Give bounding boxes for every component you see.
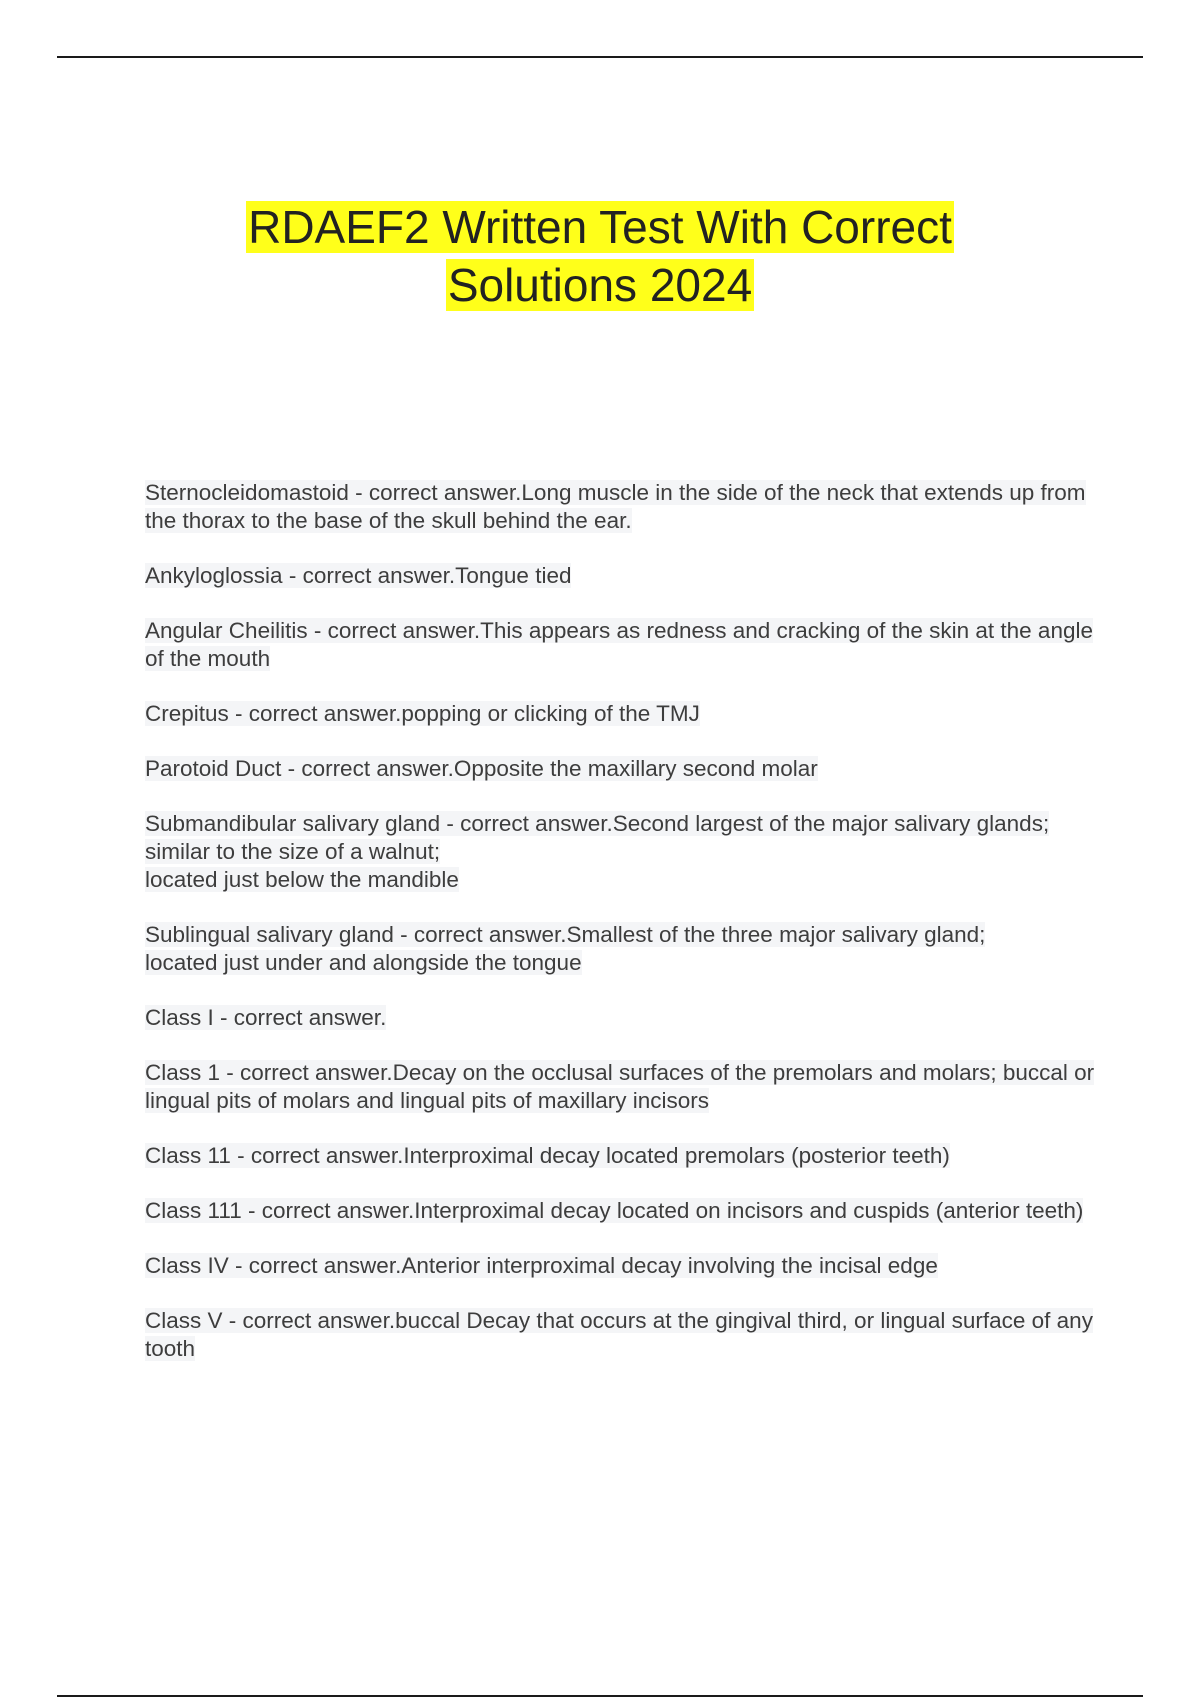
list-item [145,1142,1095,1170]
entry-text-continuation: similar to the size of a walnut; [145,839,441,864]
entry-text: Class 111 - correct answer.Interproximal decay located on incisors and cuspids (anterior teeth) [145,1198,1084,1223]
entry-text-continuation: located just under and alongside the tongue [145,950,582,975]
entry-text: Crepitus - correct answer.popping or clicking of the TMJ [145,701,700,726]
list-item [145,617,1095,673]
entry-text: Class V - correct answer.buccal Decay that occurs at the gingival third, or lingual surface of any tooth [145,1308,1093,1361]
document-title [0,198,1200,314]
entry-text: Parotoid Duct - correct answer.Opposite the maxillary second molar [145,756,818,781]
list-item [145,562,1095,590]
entry-text: Sublingual salivary gland - correct answer.Smallest of the three major salivary gland; [145,922,986,947]
title-line-2: Solutions 2024 [447,259,753,311]
entry-text: Class IV - correct answer.Anterior interproximal decay involving the incisal edge [145,1253,938,1278]
top-divider [57,56,1143,58]
list-item [145,1059,1095,1115]
entry-text: Class 1 - correct answer.Decay on the occlusal surfaces of the premolars and molars; buccal or lingual pits of molars and lingual pits of maxillary incisors [145,1060,1095,1113]
entry-text: Sternocleidomastoid - correct answer.Long muscle in the side of the neck that extends up from the thorax to the base of the skull behind the ear. [145,480,1086,533]
entry-text: Class 11 - correct answer.Interproximal decay located premolars (posterior teeth) [145,1143,950,1168]
entry-text-continuation: located just below the mandible [145,867,459,892]
list-item [145,921,1095,977]
entry-text: Class I - correct answer. [145,1005,387,1030]
entry-text: Submandibular salivary gland - correct answer.Second largest of the major salivary glands; [145,811,1050,836]
list-item [145,1004,1095,1032]
entry-text: Angular Cheilitis - correct answer.This appears as redness and cracking of the skin at the angle of the mouth [145,618,1093,671]
flashcard-list [145,479,1095,1390]
list-item [145,700,1095,728]
list-item [145,1197,1095,1225]
entry-text: Ankyloglossia - correct answer.Tongue tied [145,563,572,588]
list-item [145,1252,1095,1280]
list-item [145,755,1095,783]
list-item [145,810,1095,894]
title-line-1: RDAEF2 Written Test With Correct [248,201,952,253]
bottom-divider [57,1695,1143,1697]
list-item [145,479,1095,535]
list-item [145,1307,1095,1363]
